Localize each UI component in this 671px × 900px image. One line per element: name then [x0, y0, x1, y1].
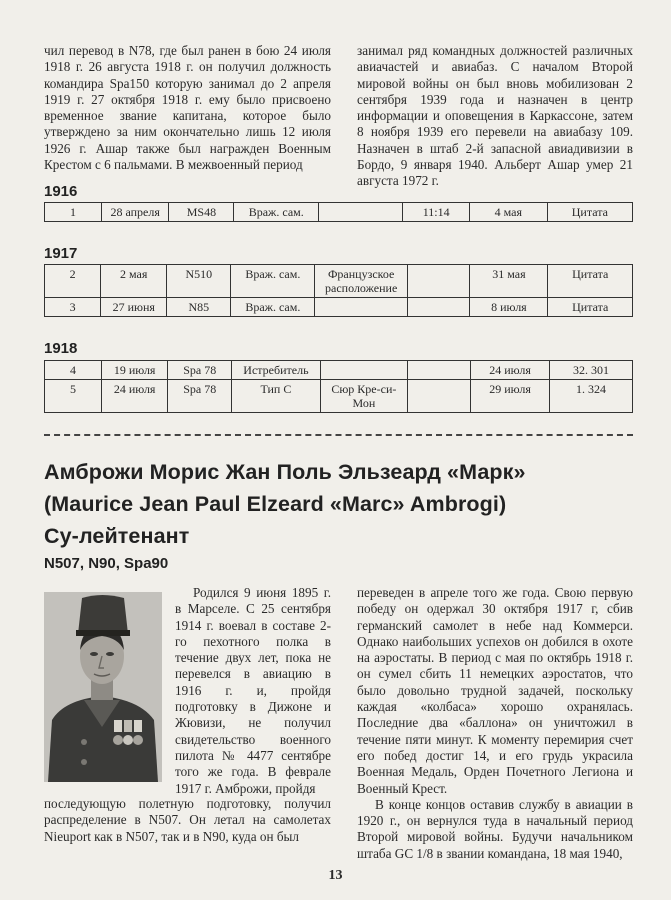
section-divider — [44, 434, 633, 436]
cell-reference: Цитата — [547, 203, 632, 222]
cell-unit: N510 — [167, 265, 231, 298]
pilot-name-russian: Амброжи Морис Жан Поль Эльзеард «Марк» — [44, 460, 526, 484]
cell-location — [319, 203, 403, 222]
pilot-name-french: (Maurice Jean Paul Elzeard «Marc» Ambrogi) — [44, 492, 507, 516]
pilot-portrait-photo — [44, 592, 162, 782]
year-heading-1918: 1918 — [44, 340, 78, 357]
cell-date: 24 июля — [101, 380, 167, 413]
bio-paragraph-right-2: В конце концов оставив службу в авиации в 1920 г., он вернулся туда в начальный период Второй мировой войны. Будучи начальником штаба GC 1/8 в звании команданa, 18 мая 1940, — [357, 796, 633, 861]
cell-type: Враж. сам. — [234, 203, 319, 222]
bottom-right-column — [357, 585, 633, 862]
top-right-column — [357, 43, 633, 190]
cell-time — [408, 298, 470, 317]
cell-time: 11:14 — [403, 203, 470, 222]
cell-date: 28 апреля — [101, 203, 168, 222]
top-right-paragraph: занимал ряд командных должностей различных авиачастей и авиабаз. С началом Второй мировой войны он был вновь мобилизован 2 сентября 1939 года и назначен в центр информации и оповещения в Каркассоне, затем 8 ноября 1939 его перевели на авиабазу 109. Назначен в штаб 2-й запасной авиадивизии в Бордо, 9 января 1940. Альберт Ашар умер 21 августа 1972 г. — [357, 43, 633, 189]
cell-confirm-date: 24 июля — [471, 361, 550, 380]
cell-location: Сюр Кре-си-Мон — [320, 380, 407, 413]
cell-date: 19 июля — [101, 361, 167, 380]
table-row — [45, 265, 633, 298]
cell-location — [315, 298, 408, 317]
table-row — [45, 380, 633, 413]
cell-type: Враж. сам. — [231, 298, 315, 317]
cell-date: 2 мая — [101, 265, 167, 298]
top-left-paragraph: чил перевод в N78, где был ранен в бою 24 июля 1918 г. 26 августа 1918 г. он получил должность командира Spa150 которую занимал до 2 апреля 1919 г. 27 октября 1918 г. ему было присвоено временное звание капитана, которое было утверждено за ним окончательно лишь 12 июля 1926 г. Ашар также был награжден Военным Крестом с 6 пальмами. В межвоенный период — [44, 43, 331, 173]
table-row — [45, 298, 633, 317]
cell-time — [408, 265, 470, 298]
cell-confirm-date: 4 мая — [469, 203, 547, 222]
pilot-units: N507, N90, Spa90 — [44, 555, 169, 572]
cell-number: 2 — [45, 265, 101, 298]
cell-type: Враж. сам. — [231, 265, 315, 298]
bottom-left-column-beside-photo — [175, 585, 331, 797]
bio-paragraph-below-photo: последующую полетную подготовку, получил распределение в N507. Он летал на самолетах Nieuport как в N507, так и в N90, куда он был — [44, 796, 331, 844]
cell-location — [320, 361, 407, 380]
cell-time — [407, 380, 470, 413]
cell-date: 27 июня — [101, 298, 167, 317]
cell-unit: N85 — [167, 298, 231, 317]
cell-number: 3 — [45, 298, 101, 317]
victory-table-1916 — [44, 202, 633, 222]
cell-type: Истребитель — [232, 361, 321, 380]
bio-paragraph-beside-photo: Родился 9 июня 1895 г. в Марселе. С 25 сентября 1914 г. воевал в составе 2-го пехотного полка в течение двух лет, пока не перевелся в авиацию в 1916 г. и, пройдя подготовку в Дижоне и Жювизи, не получил свидетельство военного пилота № 4477 сентябре того же года. В феврале 1917 г. Амброжи, пройдя — [175, 585, 331, 796]
cell-reference: 32. 301 — [549, 361, 632, 380]
cell-unit: Spa 78 — [168, 361, 232, 380]
pilot-rank: Су-лейтенант — [44, 524, 190, 548]
cell-reference: Цитата — [548, 265, 633, 298]
cell-reference: 1. 324 — [549, 380, 632, 413]
cell-type: Тип С — [232, 380, 321, 413]
cell-location: Французское расположение — [315, 265, 408, 298]
cell-number: 5 — [45, 380, 102, 413]
year-heading-1917: 1917 — [44, 245, 78, 262]
year-heading-1916: 1916 — [44, 183, 78, 200]
cell-confirm-date: 31 мая — [470, 265, 548, 298]
cell-reference: Цитата — [548, 298, 633, 317]
cell-time — [407, 361, 470, 380]
table-row — [45, 203, 633, 222]
cell-number: 1 — [45, 203, 102, 222]
cell-confirm-date: 8 июля — [470, 298, 548, 317]
victory-table-1918 — [44, 360, 633, 413]
bottom-left-column-below-photo — [44, 796, 331, 845]
cell-unit: MS48 — [169, 203, 234, 222]
bio-paragraph-right-1: переведен в апреле того же года. Свою первую победу он одержал 30 октября 1917 г, сбив германский самолет в небе над Коммерси. Однако наибольших успехов он добился в охоте на аэростаты. В период с мая по октябрь 1918 г. он сумел сбить 11 немецких аэростатов, что было довольно трудной задачей, поскольку каждая «колбаса» хорошо охранялась. Последние два «баллона» он уничтожил в течение пяти минут. К моменту перемирия счет его побед достиг 14, и его грудь украсила Военная Медаль, Орден Почетного Легиона и Военный Крест. — [357, 585, 633, 796]
victory-table-1917 — [44, 264, 633, 317]
table-row — [45, 361, 633, 380]
cell-confirm-date: 29 июля — [471, 380, 550, 413]
cell-number: 4 — [45, 361, 102, 380]
page-number: 13 — [328, 868, 343, 883]
cell-unit: Spa 78 — [168, 380, 232, 413]
top-left-column — [44, 43, 331, 173]
